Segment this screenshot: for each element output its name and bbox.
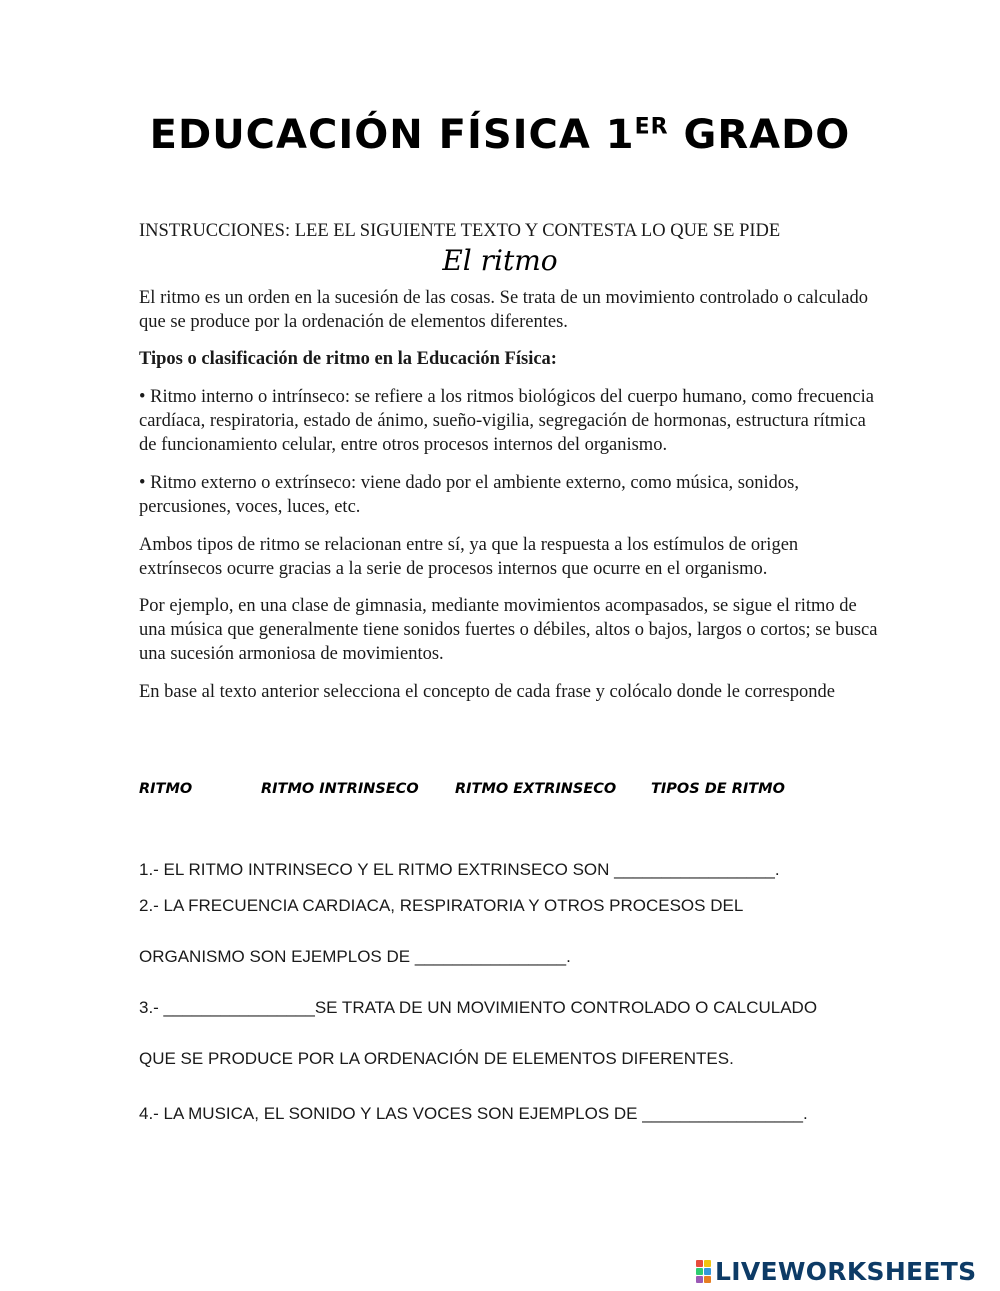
question-1[interactable]: 1.- EL RITMO INTRINSECO Y EL RITMO EXTRINSECO SON _________________.	[139, 860, 780, 879]
question-2-line-1: 2.- LA FRECUENCIA CARDIACA, RESPIRATORIA Y OTROS PROCESOS DEL	[139, 896, 744, 915]
question-2-line-2[interactable]: ORGANISMO SON EJEMPLOS DE ________________.	[139, 947, 571, 966]
paragraph-internal-rhythm: • Ritmo interno o intrínseco: se refiere a los ritmos biológicos del cuerpo humano, como frecuencia cardíaca, respiratoria, estado de ánimo, sueño-vigilia, segregación de hormonas, estructura rítmica de funcionamiento celular, entre otros procesos internos del organismo.	[139, 387, 874, 455]
paragraph-task: En base al texto anterior selecciona el concepto de cada frase y colócalo donde le corresponde	[139, 682, 835, 702]
concept-option[interactable]: RITMO EXTRINSECO	[455, 781, 617, 797]
page-title	[0, 112, 1000, 158]
title-tail: GRADO	[668, 112, 851, 158]
instructions: INSTRUCCIONES: LEE EL SIGUIENTE TEXTO Y CONTESTA LO QUE SE PIDE	[139, 221, 781, 241]
paragraph-external-rhythm: • Ritmo externo o extrínseco: viene dado por el ambiente externo, como música, sonidos, percusiones, voces, luces, etc.	[139, 473, 799, 517]
question-3-line-2: QUE SE PRODUCE POR LA ORDENACIÓN DE ELEMENTOS DIFERENTES.	[139, 1049, 734, 1068]
title-main: EDUCACIÓN FÍSICA 1	[149, 112, 635, 158]
title-superscript: ER	[634, 114, 669, 140]
paragraph-types-heading: Tipos o clasificación de ritmo en la Educación Física:	[139, 349, 557, 369]
question-3-line-1[interactable]: 3.- ________________SE TRATA DE UN MOVIMIENTO CONTROLADO O CALCULADO	[139, 998, 818, 1017]
concept-option[interactable]: RITMO INTRINSECO	[261, 781, 419, 797]
concept-option[interactable]: TIPOS DE RITMO	[651, 781, 785, 797]
section-subtitle: El ritmo	[442, 244, 558, 277]
question-4[interactable]: 4.- LA MUSICA, EL SONIDO Y LAS VOCES SON EJEMPLOS DE _________________.	[139, 1104, 808, 1123]
concept-bank	[0, 781, 1000, 805]
liveworksheets-logo-icon	[696, 1260, 711, 1283]
paragraph-relation: Ambos tipos de ritmo se relacionan entre sí, ya que la respuesta a los estímulos de origen extrínsecos ocurre gracias a la serie de procesos internos que ocurre en el organismo.	[139, 535, 799, 579]
logo-text: LIVEWORKSHEETS	[715, 1256, 977, 1286]
liveworksheets-logo	[696, 1254, 976, 1288]
concept-option[interactable]: RITMO	[139, 781, 193, 797]
paragraph-example: Por ejemplo, en una clase de gimnasia, mediante movimientos acompasados, se sigue el ritmo de una música que generalmente tiene sonidos fuertes o débiles, altos o bajos, largos o cortos; se busca una sucesión armoniosa de movimientos.	[139, 596, 878, 664]
paragraph-definition: El ritmo es un orden en la sucesión de las cosas. Se trata de un movimiento controlado o calculado que se produce por la ordenación de elementos diferentes.	[139, 288, 869, 332]
